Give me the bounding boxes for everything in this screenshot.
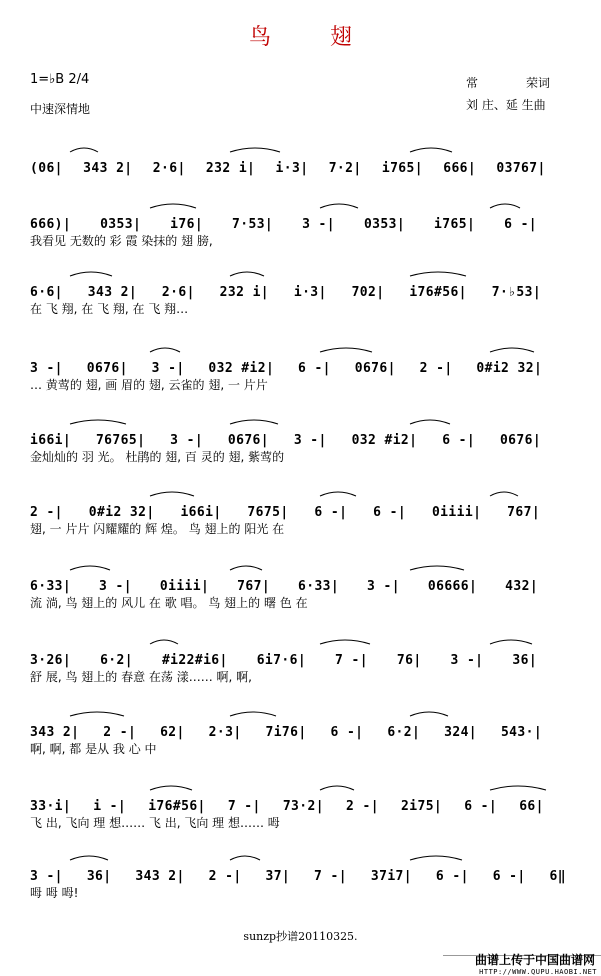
measure: 666)| bbox=[30, 217, 72, 232]
measure: 702| bbox=[351, 285, 385, 300]
slur-mark bbox=[410, 856, 462, 860]
measure: 343 2| bbox=[30, 725, 80, 740]
slur-mark bbox=[230, 420, 278, 424]
lyric-line: 我看见 无数的 彩 霞 染抹的 翅 膀, bbox=[30, 234, 213, 248]
measure: 666| bbox=[443, 161, 477, 176]
measure: i -| bbox=[93, 799, 127, 814]
measure: 343 2| bbox=[83, 161, 133, 176]
measure: 7 -| bbox=[227, 799, 261, 814]
lyric-line: 流 淌, 鸟 翅上的 风儿 在 歌 唱。 鸟 翅上的 曙 色 在 bbox=[30, 596, 308, 610]
measure: 2 -| bbox=[208, 869, 242, 884]
measure: 3 -| bbox=[293, 433, 327, 448]
measure: 2·6| bbox=[152, 161, 186, 176]
lyric-line: 飞 出, 飞向 理 想…… 飞 出, 飞向 理 想…… 呣 bbox=[30, 816, 280, 830]
measure: i765| bbox=[381, 161, 423, 176]
measure: 0676| bbox=[86, 361, 128, 376]
slur-mark bbox=[70, 148, 98, 152]
measure: 3 -| bbox=[367, 579, 400, 594]
measure: 37i7| bbox=[370, 869, 412, 884]
song-title: 鸟 翅 bbox=[249, 25, 378, 50]
slur-mark bbox=[490, 348, 534, 352]
lyric-line: 金灿灿的 羽 光。 杜鹃的 翅, 百 灵的 翅, 紫莺的 bbox=[30, 450, 285, 464]
slur-mark bbox=[70, 566, 110, 570]
measure: 232 i| bbox=[219, 285, 270, 300]
measure: 343 2| bbox=[135, 869, 185, 884]
key-signature: 1=♭B 2/4 bbox=[30, 72, 90, 87]
lyricist-credit: 常 荣词 bbox=[466, 76, 551, 90]
measure: 2 -| bbox=[419, 361, 453, 376]
measure: i·3| bbox=[293, 285, 327, 300]
slur-mark bbox=[150, 640, 178, 644]
measure: 76| bbox=[396, 653, 422, 668]
slur-mark bbox=[410, 272, 466, 276]
measure: 6·33| bbox=[30, 579, 72, 594]
measure: 03767| bbox=[496, 161, 546, 176]
measure: 543·| bbox=[500, 725, 543, 740]
measure: i765| bbox=[434, 217, 476, 232]
measure: 36| bbox=[86, 869, 112, 884]
measure: 7 -| bbox=[335, 653, 368, 668]
slur-mark bbox=[410, 712, 448, 716]
measure: 0iiii| bbox=[431, 505, 482, 520]
lyric-line: 舒 展, 鸟 翅上的 春意 在荡 漾…… 啊, 啊, bbox=[30, 670, 252, 684]
slur-mark bbox=[70, 420, 126, 424]
measure: 7675| bbox=[247, 505, 289, 520]
measure: 3 -| bbox=[450, 653, 484, 668]
measure: 0676| bbox=[354, 361, 396, 376]
lyric-line: 啊, 啊, 都 是从 我 心 中 bbox=[30, 742, 157, 756]
measure: 7·♭53| bbox=[491, 285, 542, 300]
measure: 032 #i2| bbox=[208, 361, 275, 376]
measure: 6i7·6| bbox=[256, 653, 307, 668]
slur-mark bbox=[70, 856, 108, 860]
measure: 6·33| bbox=[297, 579, 340, 594]
slur-mark bbox=[410, 148, 452, 152]
measure: 032 #i2| bbox=[351, 433, 418, 448]
slur-mark bbox=[150, 786, 192, 790]
measure: 2 -| bbox=[30, 505, 63, 520]
composer-credit: 刘 庄、延 生曲 bbox=[466, 98, 546, 112]
slur-mark bbox=[320, 348, 372, 352]
measure: 2 -| bbox=[103, 725, 137, 740]
slur-mark bbox=[150, 492, 194, 496]
lyric-line: 呣 呣 呣! bbox=[30, 886, 79, 900]
measure: 0676| bbox=[499, 433, 542, 448]
measure: i76#56| bbox=[148, 799, 206, 814]
measure: 3 -| bbox=[99, 579, 132, 594]
measure: 7 -| bbox=[314, 869, 347, 884]
slur-mark bbox=[410, 420, 450, 424]
measure: 7i76| bbox=[265, 725, 307, 740]
measure: 232 i| bbox=[205, 161, 256, 176]
measure: 37| bbox=[265, 869, 291, 884]
measure: 7·53| bbox=[232, 217, 274, 232]
slur-mark bbox=[150, 204, 196, 208]
measure: 06666| bbox=[427, 579, 478, 594]
measure: 3 -| bbox=[151, 361, 185, 376]
lyric-line: 在 飞 翔, 在 飞 翔, 在 飞 翔… bbox=[30, 302, 189, 316]
measure: 0353| bbox=[100, 217, 142, 232]
copyist-note: sunzp抄谱20110325. bbox=[243, 930, 358, 943]
measure: 6·2| bbox=[100, 653, 133, 668]
slur-mark bbox=[320, 204, 358, 208]
measure: 0353| bbox=[363, 217, 406, 232]
measure: 3 -| bbox=[170, 433, 204, 448]
slur-mark bbox=[490, 204, 520, 208]
measure: 6·6| bbox=[30, 285, 63, 300]
measure: 6 -| bbox=[314, 505, 348, 520]
measure: 2 -| bbox=[346, 799, 379, 814]
measure: 2·6| bbox=[161, 285, 195, 300]
measure: 2·3| bbox=[208, 725, 242, 740]
slur-mark bbox=[70, 712, 124, 716]
measure: 66| bbox=[519, 799, 544, 814]
slur-mark bbox=[410, 566, 464, 570]
measure: 767| bbox=[507, 505, 541, 520]
measure: 6‖ bbox=[549, 869, 566, 884]
slur-mark bbox=[230, 566, 262, 570]
measure: 6 -| bbox=[464, 799, 498, 814]
slur-mark bbox=[320, 492, 356, 496]
slur-mark bbox=[490, 640, 532, 644]
measure: 3 -| bbox=[30, 869, 63, 884]
slur-mark bbox=[320, 786, 354, 790]
measure: i66i| bbox=[180, 505, 222, 520]
slur-mark bbox=[490, 492, 518, 496]
measure: 62| bbox=[160, 725, 185, 740]
measure: 73·2| bbox=[282, 799, 324, 814]
measure: 0676| bbox=[227, 433, 270, 448]
tempo-marking: 中速深情地 bbox=[30, 102, 91, 116]
slur-mark bbox=[490, 786, 546, 790]
measure: 6 -| bbox=[442, 433, 476, 448]
measure: 324| bbox=[444, 725, 478, 740]
slur-mark bbox=[70, 272, 112, 276]
lyric-line: 翅, 一 片片 闪耀耀的 辉 煌。 鸟 翅上的 阳光 在 bbox=[30, 522, 285, 536]
measure: (06| bbox=[30, 161, 63, 176]
measure: 6 -| bbox=[435, 869, 469, 884]
lyric-line: … 黄莺的 翅, 画 眉的 翅, 云雀的 翅, 一 片片 bbox=[30, 378, 268, 392]
measure: 6 -| bbox=[504, 217, 538, 232]
measure: 6 -| bbox=[492, 869, 526, 884]
measure: 767| bbox=[237, 579, 271, 594]
measure: 0#i2 32| bbox=[476, 361, 543, 376]
measure: 3 -| bbox=[302, 217, 336, 232]
measure: 6·2| bbox=[387, 725, 421, 740]
slur-mark bbox=[150, 348, 180, 352]
measure: 0#i2 32| bbox=[88, 505, 155, 520]
measure: 36| bbox=[512, 653, 538, 668]
measure: 3 -| bbox=[30, 361, 63, 376]
measure: 7·2| bbox=[328, 161, 362, 176]
footer-site-name: 曲谱上传于中国曲谱网 bbox=[474, 953, 595, 967]
measure: 6 -| bbox=[298, 361, 331, 376]
measure: 343 2| bbox=[87, 285, 138, 300]
slur-mark bbox=[320, 640, 370, 644]
footer-url: HTTP://WWW.QUPU.HAOBI.NET bbox=[479, 968, 597, 976]
measure: 6 -| bbox=[373, 505, 407, 520]
measure: 33·i| bbox=[30, 799, 72, 814]
slur-mark bbox=[230, 272, 264, 276]
measure: i76#56| bbox=[409, 285, 467, 300]
measure: i76| bbox=[170, 217, 204, 232]
measure: 76765| bbox=[95, 433, 146, 448]
measure: #i22#i6| bbox=[161, 653, 228, 668]
measure: i·3| bbox=[275, 161, 309, 176]
measure: 3·26| bbox=[30, 653, 72, 668]
measure: 432| bbox=[505, 579, 539, 594]
measure: i66i| bbox=[30, 433, 72, 448]
slur-mark bbox=[230, 148, 280, 152]
slur-mark bbox=[230, 712, 276, 716]
measure: 6 -| bbox=[330, 725, 364, 740]
measure: 0iiii| bbox=[159, 579, 210, 594]
measure: 2i75| bbox=[401, 799, 443, 814]
slur-mark bbox=[230, 856, 260, 860]
